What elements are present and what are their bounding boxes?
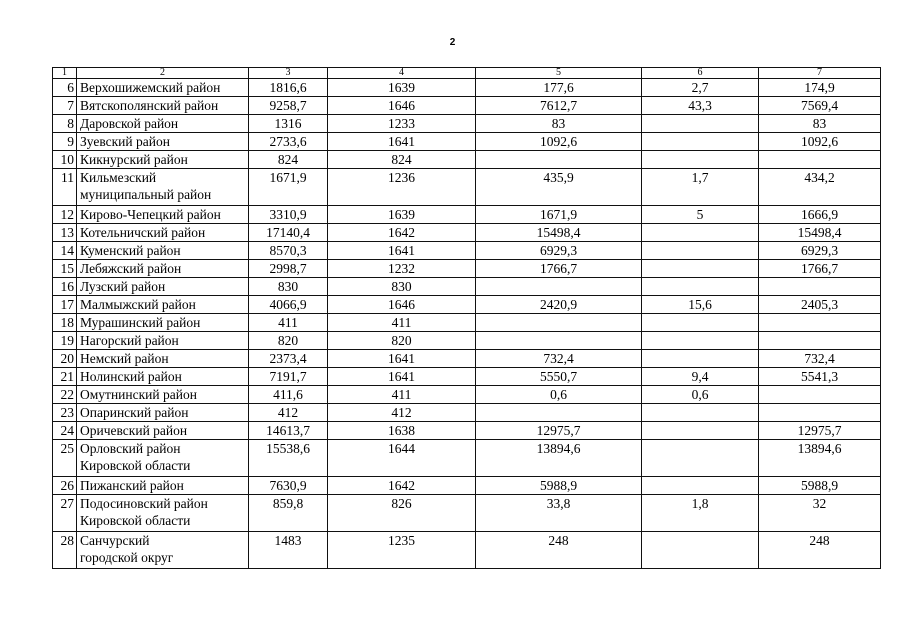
district-name-line: Кильмезский <box>80 170 157 185</box>
value-cell-c6 <box>642 224 759 242</box>
table-row <box>53 79 881 97</box>
district-name-cell <box>77 278 249 296</box>
value-cell-c3: 2733,6 <box>249 133 328 151</box>
district-name-cell <box>77 115 249 133</box>
table-row <box>53 242 881 260</box>
table-row <box>53 151 881 169</box>
district-name-line: Кикнурский район <box>80 152 188 167</box>
row-number-cell: 21 <box>53 368 77 386</box>
value-cell-c5: 2420,9 <box>476 296 642 314</box>
header-cell: 4 <box>328 68 476 79</box>
value-cell-c4: 1235 <box>328 532 476 569</box>
value-cell-c4: 1638 <box>328 422 476 440</box>
value-cell-c6: 1,7 <box>642 169 759 206</box>
value-cell-c3: 7630,9 <box>249 477 328 495</box>
row-number-cell: 11 <box>53 169 77 206</box>
value-cell-c4: 830 <box>328 278 476 296</box>
value-cell-c3: 8570,3 <box>249 242 328 260</box>
value-cell-c7: 6929,3 <box>759 242 881 260</box>
district-name-line: Зуевский район <box>80 134 170 149</box>
value-cell-c6 <box>642 350 759 368</box>
district-name-cell <box>77 242 249 260</box>
district-name-line: Кировской области <box>80 513 191 528</box>
district-name-line: Мурашинский район <box>80 315 201 330</box>
value-cell-c7: 248 <box>759 532 881 569</box>
value-cell-c5 <box>476 314 642 332</box>
district-name-line: городской округ <box>80 550 174 565</box>
value-cell-c7: 13894,6 <box>759 440 881 477</box>
value-cell-c4: 1642 <box>328 224 476 242</box>
district-name-cell <box>77 532 249 569</box>
table-row <box>53 314 881 332</box>
value-cell-c4: 412 <box>328 404 476 422</box>
value-cell-c3: 411,6 <box>249 386 328 404</box>
value-cell-c7: 1766,7 <box>759 260 881 278</box>
value-cell-c3: 1316 <box>249 115 328 133</box>
value-cell-c5: 1092,6 <box>476 133 642 151</box>
row-number-cell: 12 <box>53 206 77 224</box>
table-row <box>53 350 881 368</box>
value-cell-c5 <box>476 332 642 350</box>
header-cell: 2 <box>77 68 249 79</box>
value-cell-c6 <box>642 532 759 569</box>
value-cell-c5: 12975,7 <box>476 422 642 440</box>
value-cell-c5: 83 <box>476 115 642 133</box>
value-cell-c5 <box>476 404 642 422</box>
table-row <box>53 115 881 133</box>
value-cell-c5 <box>476 278 642 296</box>
district-name-cell <box>77 350 249 368</box>
district-name-line: Санчурский <box>80 533 150 548</box>
value-cell-c6 <box>642 440 759 477</box>
table-row <box>53 477 881 495</box>
row-number-cell: 8 <box>53 115 77 133</box>
value-cell-c7: 12975,7 <box>759 422 881 440</box>
table-row <box>53 368 881 386</box>
row-number-cell: 13 <box>53 224 77 242</box>
value-cell-c5: 6929,3 <box>476 242 642 260</box>
value-cell-c4: 1236 <box>328 169 476 206</box>
district-name-line: Котельничский район <box>80 225 206 240</box>
district-name-cell <box>77 133 249 151</box>
district-name-line: Опаринский район <box>80 405 189 420</box>
value-cell-c6 <box>642 332 759 350</box>
value-cell-c6: 1,8 <box>642 495 759 532</box>
value-cell-c6: 15,6 <box>642 296 759 314</box>
value-cell-c5: 0,6 <box>476 386 642 404</box>
district-name-line: Малмыжский район <box>80 297 196 312</box>
value-cell-c6 <box>642 115 759 133</box>
header-cell: 7 <box>759 68 881 79</box>
district-name-cell <box>77 296 249 314</box>
district-name-cell <box>77 495 249 532</box>
value-cell-c6 <box>642 314 759 332</box>
value-cell-c7: 7569,4 <box>759 97 881 115</box>
value-cell-c7 <box>759 386 881 404</box>
row-number-cell: 17 <box>53 296 77 314</box>
district-name-line: Нагорский район <box>80 333 179 348</box>
value-cell-c3: 411 <box>249 314 328 332</box>
value-cell-c3: 824 <box>249 151 328 169</box>
value-cell-c4: 1639 <box>328 79 476 97</box>
district-name-line: Нолинский район <box>80 369 182 384</box>
value-cell-c6: 9,4 <box>642 368 759 386</box>
value-cell-c3: 830 <box>249 278 328 296</box>
row-number-cell: 10 <box>53 151 77 169</box>
district-name-cell <box>77 422 249 440</box>
district-name-line: Подосиновский район <box>80 496 208 511</box>
district-name-line: Вятскополянский район <box>80 98 219 113</box>
value-cell-c7 <box>759 278 881 296</box>
value-cell-c4: 826 <box>328 495 476 532</box>
value-cell-c4: 1641 <box>328 350 476 368</box>
district-name-cell <box>77 477 249 495</box>
value-cell-c5: 732,4 <box>476 350 642 368</box>
value-cell-c7 <box>759 404 881 422</box>
value-cell-c5: 15498,4 <box>476 224 642 242</box>
district-name-line: Лебяжский район <box>80 261 182 276</box>
table-row <box>53 440 881 477</box>
value-cell-c5: 7612,7 <box>476 97 642 115</box>
table-row <box>53 404 881 422</box>
value-cell-c5: 1766,7 <box>476 260 642 278</box>
district-name-cell <box>77 440 249 477</box>
value-cell-c6: 0,6 <box>642 386 759 404</box>
value-cell-c3: 859,8 <box>249 495 328 532</box>
row-number-cell: 26 <box>53 477 77 495</box>
row-number-cell: 27 <box>53 495 77 532</box>
value-cell-c3: 2998,7 <box>249 260 328 278</box>
value-cell-c4: 1233 <box>328 115 476 133</box>
value-cell-c7: 2405,3 <box>759 296 881 314</box>
value-cell-c7: 174,9 <box>759 79 881 97</box>
table-row <box>53 386 881 404</box>
header-row <box>53 68 881 79</box>
value-cell-c7: 5988,9 <box>759 477 881 495</box>
value-cell-c4: 411 <box>328 386 476 404</box>
row-number-cell: 9 <box>53 133 77 151</box>
value-cell-c7: 32 <box>759 495 881 532</box>
value-cell-c4: 820 <box>328 332 476 350</box>
district-name-line: Даровской район <box>80 116 179 131</box>
value-cell-c4: 1642 <box>328 477 476 495</box>
district-name-cell <box>77 151 249 169</box>
table-row <box>53 278 881 296</box>
value-cell-c4: 1646 <box>328 97 476 115</box>
row-number-cell: 22 <box>53 386 77 404</box>
row-number-cell: 7 <box>53 97 77 115</box>
district-name-line: Кирово-Чепецкий район <box>80 207 221 222</box>
value-cell-c3: 4066,9 <box>249 296 328 314</box>
value-cell-c3: 1816,6 <box>249 79 328 97</box>
value-cell-c5: 13894,6 <box>476 440 642 477</box>
value-cell-c6 <box>642 260 759 278</box>
page-number: 2 <box>449 37 456 48</box>
value-cell-c5: 248 <box>476 532 642 569</box>
district-name-cell <box>77 260 249 278</box>
value-cell-c7: 434,2 <box>759 169 881 206</box>
value-cell-c5: 1671,9 <box>476 206 642 224</box>
value-cell-c3: 15538,6 <box>249 440 328 477</box>
district-name-line: Немский район <box>80 351 169 366</box>
value-cell-c6: 2,7 <box>642 79 759 97</box>
row-number-cell: 18 <box>53 314 77 332</box>
value-cell-c4: 1646 <box>328 296 476 314</box>
table-row <box>53 97 881 115</box>
row-number-cell: 24 <box>53 422 77 440</box>
table-row <box>53 260 881 278</box>
district-name-line: Пижанский район <box>80 478 184 493</box>
value-cell-c6 <box>642 422 759 440</box>
district-name-line: Куменский район <box>80 243 181 258</box>
district-name-line: Орловский район <box>80 441 181 456</box>
value-cell-c4: 824 <box>328 151 476 169</box>
row-number-cell: 6 <box>53 79 77 97</box>
value-cell-c4: 411 <box>328 314 476 332</box>
value-cell-c6 <box>642 242 759 260</box>
table-row <box>53 495 881 532</box>
row-number-cell: 20 <box>53 350 77 368</box>
value-cell-c7: 83 <box>759 115 881 133</box>
value-cell-c5: 5988,9 <box>476 477 642 495</box>
value-cell-c5: 5550,7 <box>476 368 642 386</box>
value-cell-c3: 412 <box>249 404 328 422</box>
value-cell-c3: 17140,4 <box>249 224 328 242</box>
value-cell-c5: 33,8 <box>476 495 642 532</box>
row-number-cell: 15 <box>53 260 77 278</box>
value-cell-c7 <box>759 151 881 169</box>
value-cell-c3: 9258,7 <box>249 97 328 115</box>
value-cell-c3: 1671,9 <box>249 169 328 206</box>
value-cell-c3: 7191,7 <box>249 368 328 386</box>
header-cell: 1 <box>53 68 77 79</box>
district-name-line: муниципальный район <box>80 187 212 202</box>
data-table <box>52 67 881 569</box>
table-row <box>53 332 881 350</box>
district-name-cell <box>77 368 249 386</box>
value-cell-c7: 732,4 <box>759 350 881 368</box>
value-cell-c4: 1644 <box>328 440 476 477</box>
value-cell-c4: 1232 <box>328 260 476 278</box>
district-name-cell <box>77 79 249 97</box>
value-cell-c6 <box>642 133 759 151</box>
row-number-cell: 23 <box>53 404 77 422</box>
value-cell-c4: 1639 <box>328 206 476 224</box>
value-cell-c7: 1092,6 <box>759 133 881 151</box>
row-number-cell: 16 <box>53 278 77 296</box>
header-cell: 5 <box>476 68 642 79</box>
value-cell-c6 <box>642 404 759 422</box>
value-cell-c4: 1641 <box>328 368 476 386</box>
value-cell-c5 <box>476 151 642 169</box>
table-row <box>53 224 881 242</box>
value-cell-c3: 3310,9 <box>249 206 328 224</box>
value-cell-c6 <box>642 278 759 296</box>
value-cell-c7 <box>759 314 881 332</box>
value-cell-c4: 1641 <box>328 242 476 260</box>
district-name-cell <box>77 206 249 224</box>
value-cell-c5: 177,6 <box>476 79 642 97</box>
district-name-line: Оричевский район <box>80 423 188 438</box>
table-row <box>53 422 881 440</box>
district-name-line: Лузский район <box>80 279 166 294</box>
district-name-cell <box>77 314 249 332</box>
value-cell-c7: 15498,4 <box>759 224 881 242</box>
row-number-cell: 28 <box>53 532 77 569</box>
header-cell: 6 <box>642 68 759 79</box>
district-name-cell <box>77 224 249 242</box>
district-name-cell <box>77 386 249 404</box>
value-cell-c5: 435,9 <box>476 169 642 206</box>
value-cell-c3: 2373,4 <box>249 350 328 368</box>
district-name-line: Верхошижемский район <box>80 80 221 95</box>
value-cell-c3: 1483 <box>249 532 328 569</box>
table-row <box>53 296 881 314</box>
value-cell-c3: 14613,7 <box>249 422 328 440</box>
value-cell-c7: 1666,9 <box>759 206 881 224</box>
district-name-cell <box>77 404 249 422</box>
table-row <box>53 169 881 206</box>
value-cell-c6: 5 <box>642 206 759 224</box>
district-name-cell <box>77 169 249 206</box>
value-cell-c4: 1641 <box>328 133 476 151</box>
value-cell-c6: 43,3 <box>642 97 759 115</box>
table-row <box>53 133 881 151</box>
table-row <box>53 206 881 224</box>
district-name-line: Омутнинский район <box>80 387 197 402</box>
row-number-cell: 14 <box>53 242 77 260</box>
row-number-cell: 25 <box>53 440 77 477</box>
header-cell: 3 <box>249 68 328 79</box>
value-cell-c6 <box>642 477 759 495</box>
row-number-cell: 19 <box>53 332 77 350</box>
district-name-cell <box>77 332 249 350</box>
value-cell-c6 <box>642 151 759 169</box>
value-cell-c3: 820 <box>249 332 328 350</box>
table-row <box>53 532 881 569</box>
district-name-cell <box>77 97 249 115</box>
value-cell-c7: 5541,3 <box>759 368 881 386</box>
value-cell-c7 <box>759 332 881 350</box>
district-name-line: Кировской области <box>80 458 191 473</box>
